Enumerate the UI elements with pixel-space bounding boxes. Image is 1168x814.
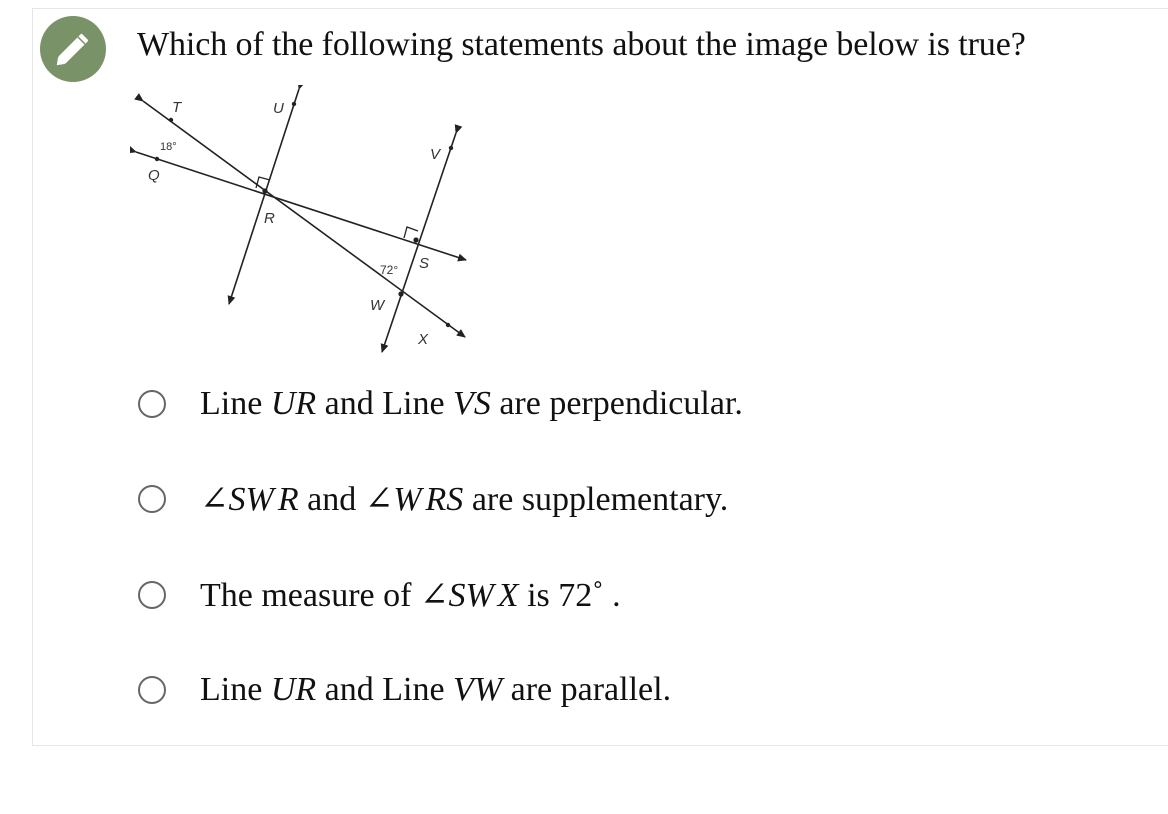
line-qs (136, 152, 466, 260)
angle-label-72: 72° (380, 263, 399, 277)
label-u: U (273, 100, 284, 117)
point-q (155, 157, 159, 161)
radio-icon[interactable] (138, 676, 166, 704)
point-s (413, 237, 418, 242)
point-t (169, 118, 173, 122)
option-4[interactable] (138, 670, 671, 710)
point-v (449, 146, 453, 150)
line-vw (382, 133, 456, 352)
question-prompt: Which of the following statements about the image below is true? (137, 26, 1026, 63)
angle-label-18: 18° (160, 141, 177, 153)
pencil-icon (40, 16, 106, 82)
point-w (398, 291, 403, 296)
option-1[interactable] (138, 384, 743, 424)
point-x (446, 323, 450, 327)
label-q: Q (148, 167, 160, 184)
option-1-text: Line UR and Line VS are perpendicular. (200, 385, 743, 422)
radio-icon[interactable] (138, 485, 166, 513)
right-angle-s (404, 227, 418, 238)
option-2[interactable] (138, 479, 728, 519)
option-2-text: ∠SW R and ∠W RS are supplementary. (200, 481, 729, 518)
label-r: R (264, 210, 275, 227)
edit-badge[interactable] (40, 16, 106, 82)
option-3-text: The measure of ∠SW X is 72˚ . (200, 577, 621, 614)
label-v: V (430, 146, 441, 163)
radio-icon[interactable] (138, 581, 166, 609)
option-4-text: Line UR and Line VW are parallel. (200, 671, 672, 708)
line-tx (143, 101, 465, 337)
radio-icon[interactable] (138, 390, 166, 418)
label-x: X (418, 331, 429, 348)
point-u (292, 102, 296, 106)
label-w: W (370, 297, 385, 314)
point-r (262, 188, 267, 193)
geometry-figure (130, 85, 475, 360)
label-t: T (172, 99, 182, 116)
line-u (229, 89, 299, 304)
label-s: S (419, 255, 430, 272)
option-3[interactable] (138, 575, 621, 615)
